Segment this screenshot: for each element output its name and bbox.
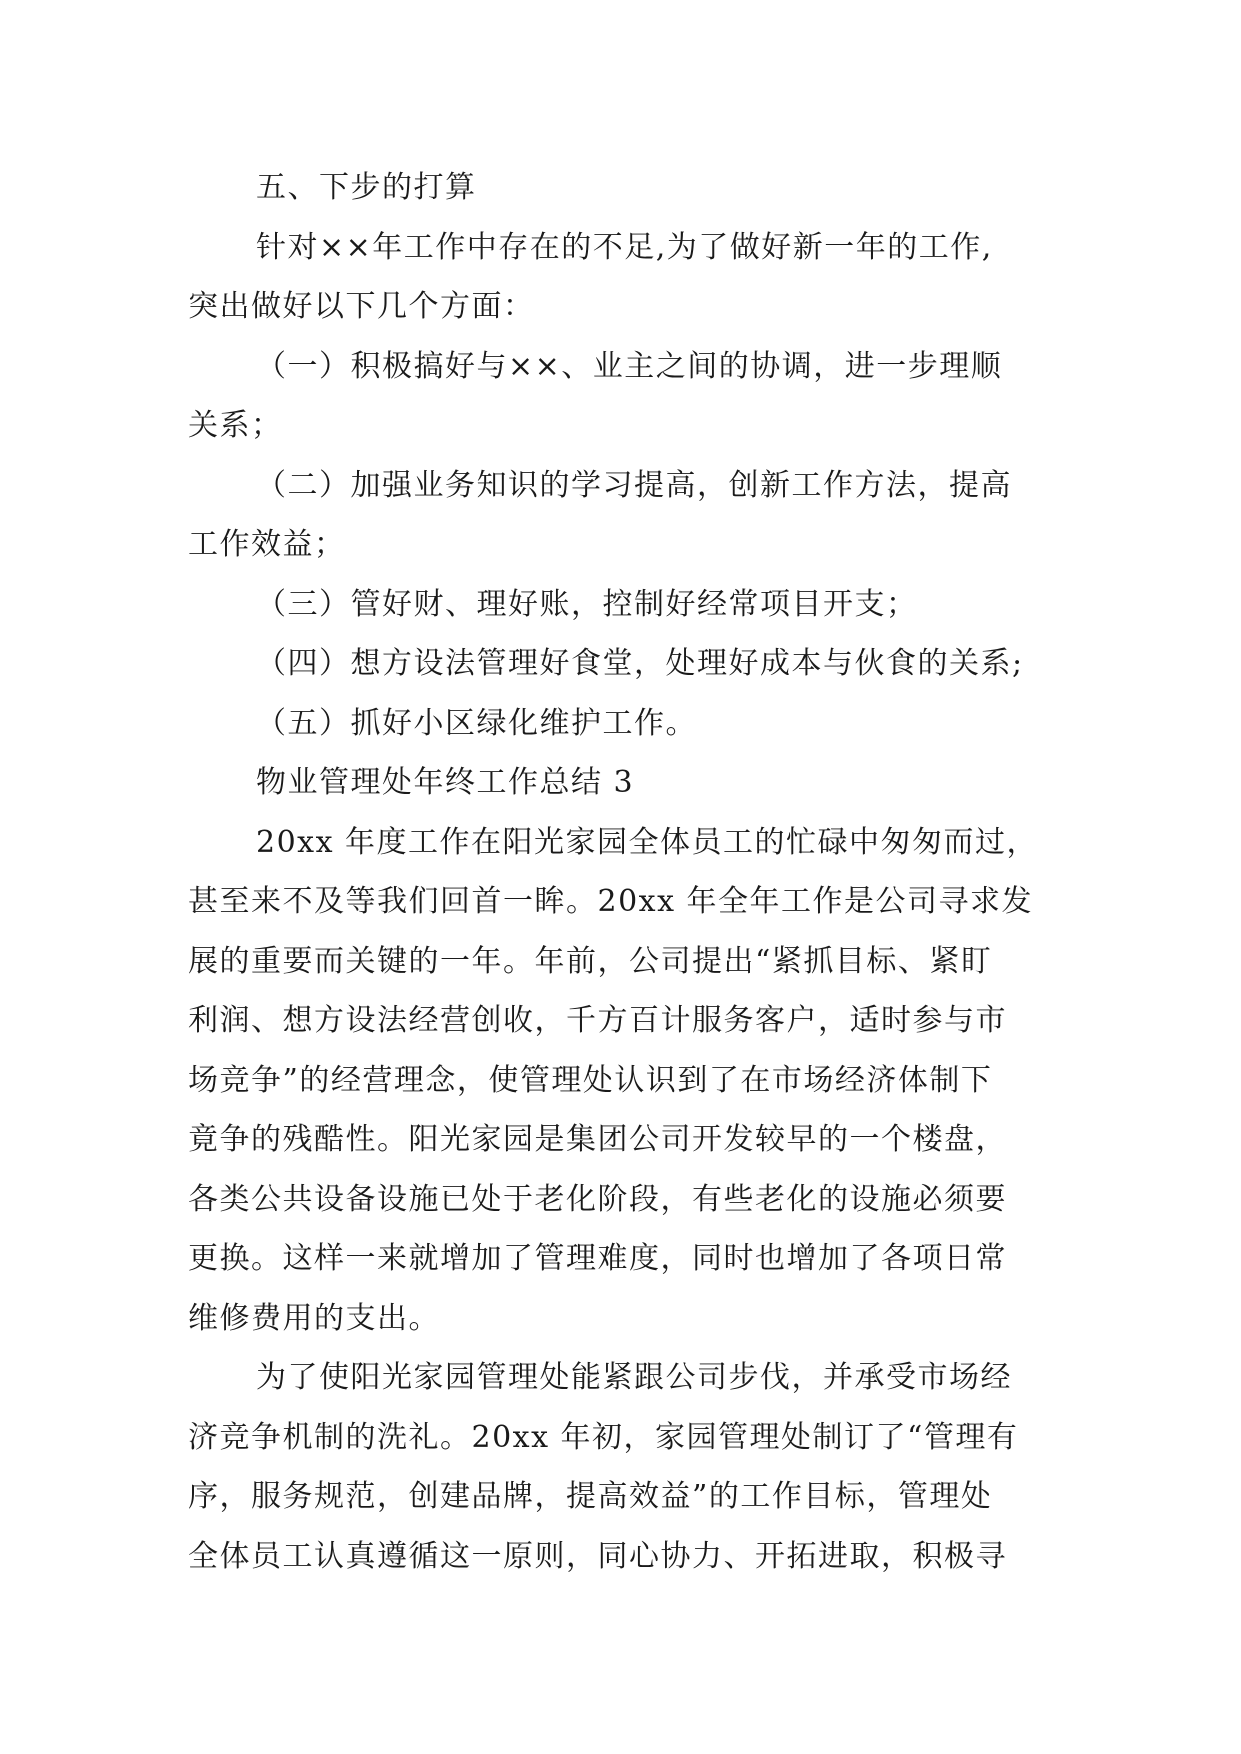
text-line: 利润、想方设法经营创收，千方百计服务客户，适时参与市 — [188, 1003, 1007, 1038]
text-line: 更换。这样一来就增加了管理难度，同时也增加了各项日常 — [188, 1241, 1007, 1276]
text-line: 竟争的残酷性。阳光家园是集团公司开发较早的一个楼盘， — [188, 1122, 1007, 1157]
text-line: 济竞争机制的洗礼。20xx 年初，家园管理处制订了“管理有 — [188, 1419, 1019, 1455]
text-line: 展的重要而关键的一年。年前，公司提出“紧抓目标、紧盯 — [188, 943, 993, 979]
text-line: （五）抓好小区绿化维护工作。 — [256, 705, 697, 741]
document-body — [188, 158, 1078, 1586]
text-line: （一）积极搞好与××、业主之间的协调，进一步理顺 — [256, 348, 1003, 384]
text-line: 20xx 年度工作在阳光家园全体员工的忙碌中匆匆而过， — [256, 824, 1039, 860]
text-line: （四）想方设法管理好食堂，处理好成本与伙食的关系; — [256, 646, 1024, 681]
text-line: 五、下步的打算 — [256, 170, 477, 205]
text-line: （三）管好财、理好账，控制好经常项目开支； — [256, 586, 918, 622]
text-line: 全体员工认真遵循这一原则，同心协力、开拓进取，积极寻 — [188, 1538, 1007, 1574]
text-line: 维修费用的支出。 — [188, 1300, 440, 1336]
text-line: 为了使阳光家园管理处能紧跟公司步伐，并承受市场经 — [256, 1360, 1012, 1395]
text-line: 突出做好以下几个方面： — [188, 289, 535, 324]
text-line: 序，服务规范，创建品牌，提高效益”的工作目标，管理处 — [188, 1479, 993, 1514]
text-line: 各类公共设备设施已处于老化阶段，有些老化的设施必须要 — [188, 1181, 1007, 1217]
text-line: 物业管理处年终工作总结 3 — [256, 765, 635, 800]
text-line: 甚至来不及等我们回首一眸。20xx 年全年工作是公司寻求发 — [188, 884, 1034, 919]
text-line: 关系； — [188, 408, 283, 443]
text-line: 工作效益； — [188, 527, 346, 562]
text-line: 针对××年工作中存在的不足,为了做好新一年的工作, — [256, 229, 993, 265]
text-line: （二）加强业务知识的学习提高，创新工作方法，提高 — [256, 467, 1012, 503]
text-line: 场竞争”的经营理念，使管理处认识到了在市场经济体制下 — [188, 1062, 993, 1098]
